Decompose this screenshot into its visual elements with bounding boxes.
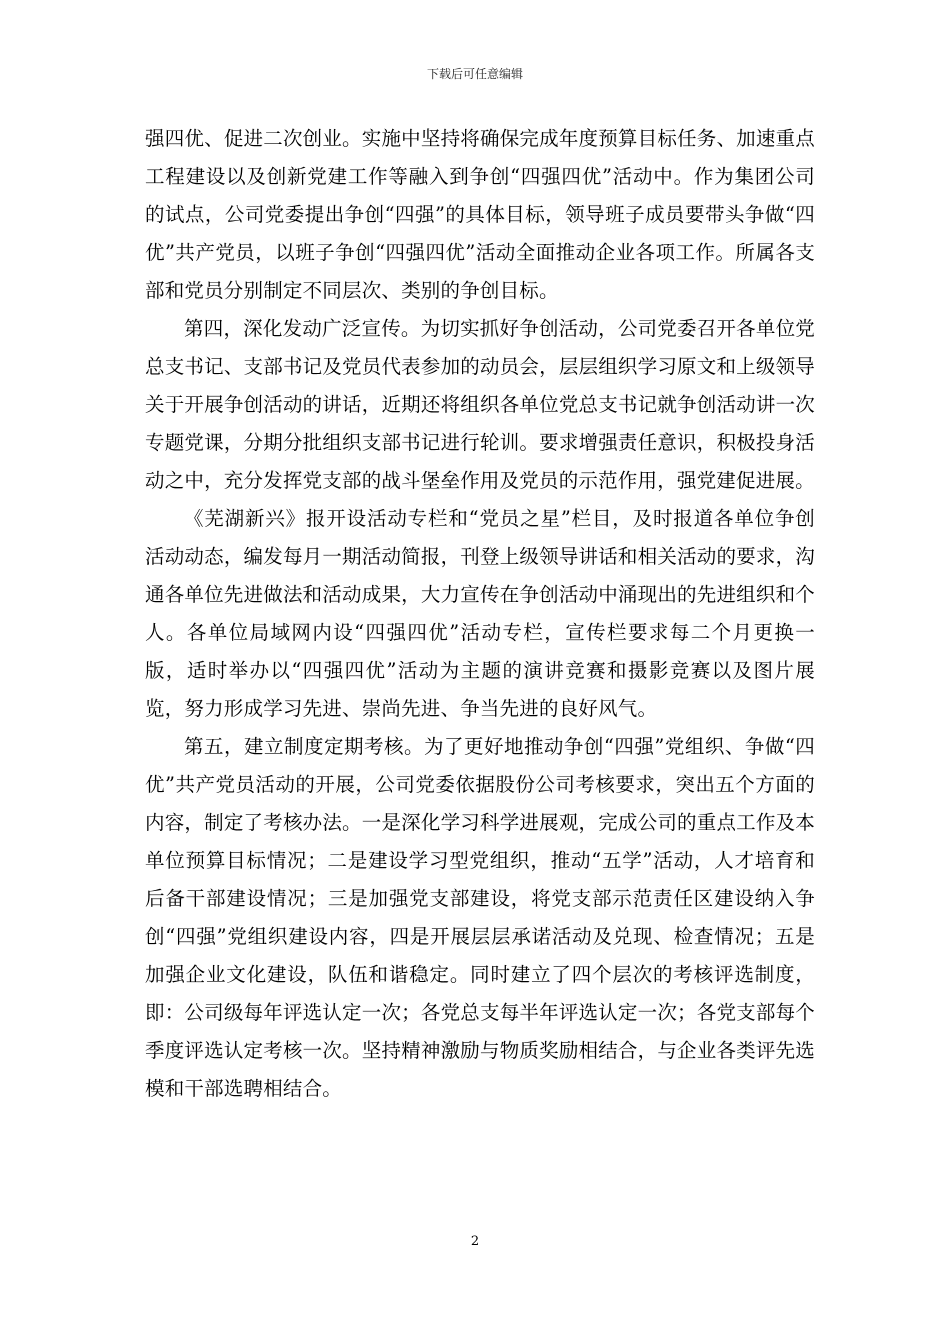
- paragraph-section-five: 第五，建立制度定期考核。为了更好地推动争创“四强”党组织、争做“四优”共产党员活动的开展，公司党委依据股份公司考核要求，突出五个方面的内容，制定了考核办法。一是深化学习科学进展观，完成公司的重点工作及本单位预算目标情况；二是建设学习型党组织，推动“五学”活动，人才培育和后备干部建设情况；三是加强党支部建设，将党支部示范责任区建设纳入争创“四强”党组织建设内容，四是开展层层承诺活动及兑现、检查情况；五是加强企业文化建设，队伍和谐稳定。同时建立了四个层次的考核评选制度，即：公司级每年评选认定一次；各党总支每半年评选认定一次；各党支部每个季度评选认定考核一次。坚持精神激励与物质奖励相结合，与企业各类评先选模和干部选聘相结合。: [145, 735, 815, 1100]
- paragraph-newspaper-column: 《芜湖新兴》报开设活动专栏和“党员之星”栏目，及时报道各单位争创活动动态，编发每月一期活动简报，刊登上级领导讲话和相关活动的要求，沟通各单位先进做法和活动成果，大力宣传在争创活动中涌现出的先进组织和个人。各单位局域网内设“四强四优”活动专栏，宣传栏要求每二个月更换一版，适时举办以“四强四优”活动为主题的演讲竞赛和摄影竞赛以及图片展览，努力形成学习先进、崇尚先进、争当先进的良好风气。: [145, 507, 815, 720]
- page-number: 2: [470, 1234, 480, 1249]
- paragraph-section-four: 第四，深化发动广泛宣传。为切实抓好争创活动，公司党委召开各单位党总支书记、支部书记及党员代表参加的动员会，层层组织学习原文和上级领导关于开展争创活动的讲话，近期还将组织各单位党总支书记就争创活动讲一次专题党课，分期分批组织支部书记进行轮训。要求增强责任意识，积极投身活动之中，充分发挥党支部的战斗堡垒作用及党员的示范作用，强党建促进展。: [145, 317, 815, 492]
- document-body: [145, 120, 815, 1108]
- paragraph-continuation: 强四优、促进二次创业。实施中坚持将确保完成年度预算目标任务、加速重点工程建设以及创新党建工作等融入到争创“四强四优”活动中。作为集团公司的试点，公司党委提出争创“四强”的具体目标，领导班子成员要带头争做“四优”共产党员，以班子争创“四强四优”活动全面推动企业各项工作。所属各支部和党员分别制定不同层次、类别的争创目标。: [145, 127, 815, 302]
- page-header: 下载后可任意编辑: [426, 67, 523, 81]
